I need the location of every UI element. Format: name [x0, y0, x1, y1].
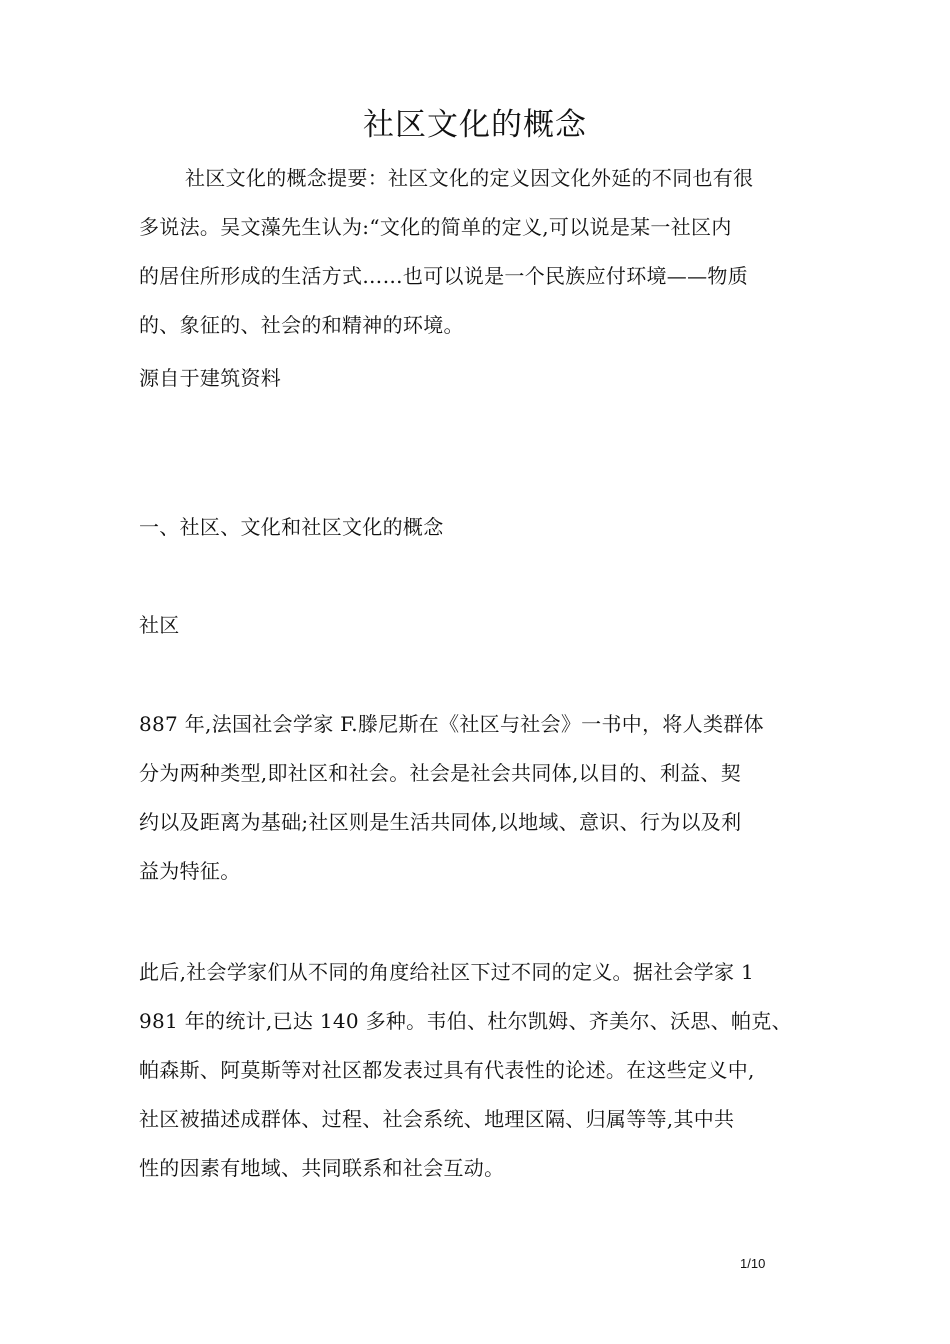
paragraph-line: 此后,社会学家们从不同的角度给社区下过不同的定义。据社会学家 1	[139, 960, 755, 984]
paragraph-line: 帕森斯、阿莫斯等对社区都发表过具有代表性的论述。在这些定义中,	[139, 1058, 755, 1082]
paragraph-line: 性的因素有地域、共同联系和社会互动。	[139, 1156, 505, 1180]
document-title: 社区文化的概念	[363, 107, 587, 143]
intro-line: 社区文化的概念提要：社区文化的定义因文化外延的不同也有很	[185, 166, 754, 190]
source-note: 源自于建筑资料	[139, 366, 282, 390]
intro-line: 的居住所形成的生活方式……也可以说是一个民族应付环境——物质	[139, 264, 748, 288]
paragraph-line: 981 年的统计,已达 140 多种。韦伯、杜尔凯姆、齐美尔、沃思、帕克、	[139, 1009, 792, 1033]
paragraph-line: 分为两种类型,即社区和社会。社会是社会共同体,以目的、利益、契	[139, 761, 742, 785]
intro-line: 多说法。吴文藻先生认为:“文化的简单的定义,可以说是某一社区内	[139, 215, 732, 239]
section-heading: 一、社区、文化和社区文化的概念	[139, 515, 444, 539]
subheading: 社区	[139, 613, 180, 637]
paragraph-line: 约以及距离为基础;社区则是生活共同体,以地域、意识、行为以及利	[139, 810, 742, 834]
page-number: 1/10	[740, 1256, 766, 1271]
paragraph-line: 益为特征。	[139, 859, 241, 883]
paragraph-line: 887 年,法国社会学家 F.滕尼斯在《社区与社会》一书中，将人类群体	[139, 712, 764, 736]
paragraph-line: 社区被描述成群体、过程、社会系统、地理区隔、归属等等,其中共	[139, 1107, 735, 1131]
intro-line: 的、象征的、社会的和精神的环境。	[139, 313, 464, 337]
